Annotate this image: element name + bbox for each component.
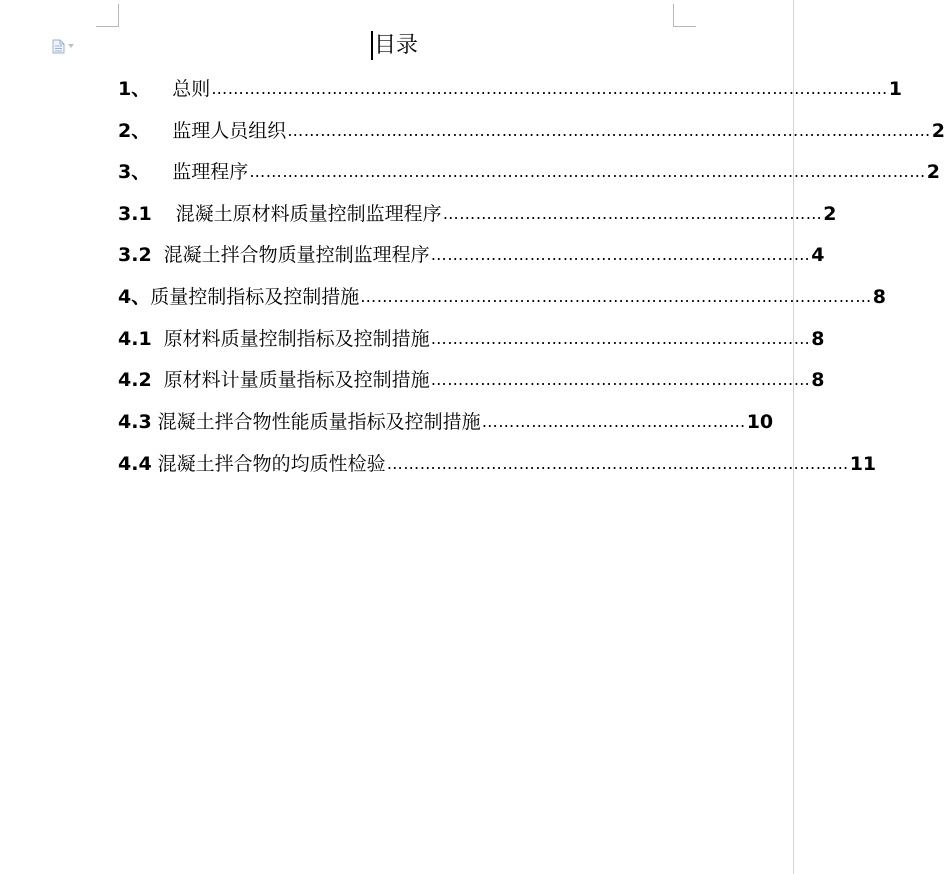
toc-entry[interactable] [118,326,825,352]
toc-entry-page: 8 [872,286,886,308]
toc-entry-number: 4.4 [118,453,152,475]
toc-entry-page: 4 [811,244,825,266]
toc-entry-page: 8 [811,328,825,350]
toc-entry-number: 4、 [118,286,151,308]
toc-entry-text: 质量控制指标及控制措施 [150,286,360,308]
text-cursor [371,31,373,60]
toc-entry-number: 3.1 [118,203,152,225]
chevron-down-icon [68,44,74,48]
toc-entry-page: 2 [931,120,945,142]
toc-entry-page: 2 [926,161,940,183]
document-icon [52,39,65,54]
toc-entry-page: 11 [849,453,877,475]
toc-entry-leader: …………………………………………………………………………………………………………… [211,79,888,98]
toc-entry[interactable] [118,451,877,477]
toc-entry-text: 原材料质量控制指标及控制措施 [163,328,430,350]
toc-entry-leader: …………………………………………………………… [430,329,811,348]
toc-entry-text: 监理人员组织 [172,120,287,142]
toc-entry[interactable] [118,367,825,393]
toc-entry-number: 3、 [118,161,151,183]
toc-entry-page: 10 [746,411,774,433]
toc-entry[interactable] [118,242,825,268]
toc-entry-leader: ………………………………………… [481,412,746,431]
toc-entry-text: 混凝土拌合物性能质量指标及控制措施 [157,411,481,433]
toc-entry-text: 混凝土拌合物质量控制监理程序 [163,244,430,266]
toc-entry-leader: ……………………………………………………………………………………………………… [287,121,931,140]
toc-entry-text: 原材料计量质量指标及控制措施 [163,369,430,391]
toc-entry[interactable] [118,201,837,227]
toc-entry-leader: ………………………………………………………………………… [386,454,849,473]
toc-entry-number: 3.2 [118,244,152,266]
toc-entry-leader: ………………………………………………………………………………… [360,287,872,306]
toc-entry-leader: …………………………………………………………… [430,245,811,264]
toc-entry[interactable] [118,284,886,310]
toc-entry-text: 混凝土原材料质量控制监理程序 [175,203,442,225]
toc-entry[interactable] [118,409,774,435]
paragraph-options-button[interactable] [52,38,82,54]
toc-entry-number: 4.2 [118,369,152,391]
margin-corner-marker-right [673,4,696,27]
toc-entry-number: 2、 [118,120,151,142]
toc-entry-page: 1 [888,78,902,100]
toc-entry[interactable] [118,159,940,185]
toc-entry-text: 混凝土拌合物的均质性检验 [157,453,386,475]
toc-entry-number: 1、 [118,78,151,100]
toc-entry[interactable] [118,76,902,102]
toc-entry-leader: …………………………………………………………… [442,204,823,223]
margin-corner-marker-left [96,4,119,27]
toc-entry-number: 4.3 [118,411,152,433]
toc-entry-leader: …………………………………………………………… [430,370,811,389]
toc-entry-number: 4.1 [118,328,152,350]
toc-entry-page: 2 [823,203,837,225]
toc-entry-page: 8 [811,369,825,391]
toc-entry[interactable] [118,118,945,144]
toc-entry-leader: …………………………………………………………………………………………………………… [249,162,926,181]
toc-title: 目录 [374,33,419,58]
toc-entry-text: 总则 [172,78,211,100]
toc-entry-text: 监理程序 [172,161,249,183]
